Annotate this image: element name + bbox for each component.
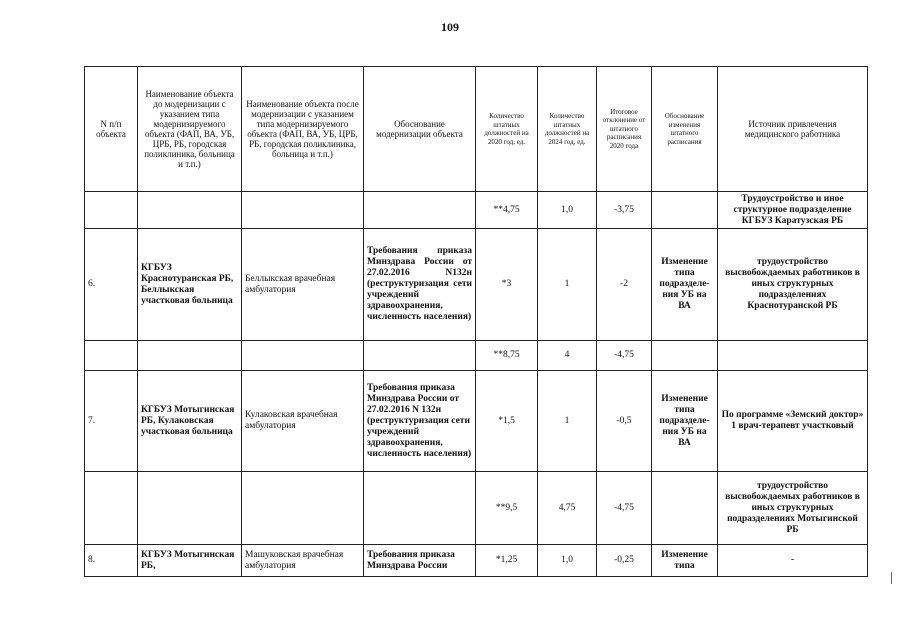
cell-change <box>652 192 718 229</box>
cell-after: Машуковская врачебная амбулатория <box>242 545 364 577</box>
cell-deviation: -0,5 <box>597 371 652 472</box>
page-number: 109 <box>441 20 459 34</box>
cell-staff-2020: *1,5 <box>476 371 538 472</box>
cell-source <box>718 341 868 371</box>
cell-staff-2024: 1 <box>538 371 597 472</box>
cell-deviation: -3,75 <box>597 192 652 229</box>
modernization-table <box>84 66 868 577</box>
cell-staff-2024: 4,75 <box>538 472 597 545</box>
cell-change: Изменение типа подразделе-ния УБ на ВА <box>652 371 718 472</box>
cell-reason: Требования приказа Минздрава России от 27.02.2016 N132н (реструктуризация сети учреждений здравоохранения, численность населения) <box>364 229 476 341</box>
cell-before <box>138 192 242 229</box>
cell-source: - <box>718 545 868 577</box>
cell-staff-2020: **4,75 <box>476 192 538 229</box>
cell-staff-2020: **9,5 <box>476 472 538 545</box>
table-row <box>85 472 868 545</box>
cell-reason: Требования приказа Минздрава России от 27.02.2016 N 132н (реструктуризация сети учреждений здравоохранения, численность населения) <box>364 371 476 472</box>
cell-before: КГБУЗ Мотыгинская РБ, <box>138 545 242 577</box>
cell-num: 7. <box>85 371 138 472</box>
cell-before: КГБУЗ Краснотуранская РБ, Беллыкская участковая больница <box>138 229 242 341</box>
header-source: Источник привлечения медицинского работника <box>718 67 868 192</box>
cell-change: Изменение типа <box>652 545 718 577</box>
cell-change <box>652 472 718 545</box>
cell-reason <box>364 472 476 545</box>
header-row <box>85 67 868 192</box>
cell-reason <box>364 341 476 371</box>
cell-deviation: -2 <box>597 229 652 341</box>
cell-staff-2020: **8,75 <box>476 341 538 371</box>
header-reason: Обоснование модернизации объекта <box>364 67 476 192</box>
cell-source: Трудоустройство и иное структурное подразделение КГБУЗ Каратузская РБ <box>718 192 868 229</box>
cell-change <box>652 341 718 371</box>
cell-num <box>85 192 138 229</box>
cell-source: По программе «Земский доктор» 1 врач-терапевт участковый <box>718 371 868 472</box>
header-change-reason: Обоснование изменения штатного расписания <box>652 67 718 192</box>
cell-before: КГБУЗ Мотыгинская РБ, Кулаковская участковая больница <box>138 371 242 472</box>
cell-source: трудоустройство высвобождаемых работников в иных структурных подразделениях Краснотуранской РБ <box>718 229 868 341</box>
cell-before <box>138 472 242 545</box>
header-staff-2024: Количество штатных должностей на 2024 год, ед. <box>538 67 597 192</box>
cell-after <box>242 341 364 371</box>
cell-staff-2024: 1,0 <box>538 192 597 229</box>
header-num: N п/п объекта <box>85 67 138 192</box>
table-row <box>85 229 868 341</box>
cell-num <box>85 472 138 545</box>
table-row <box>85 341 868 371</box>
cell-num: 6. <box>85 229 138 341</box>
margin-mark <box>891 572 892 584</box>
header-after: Наименование объекта после модернизации с указанием типа модернизируемого объекта (ФАП, ВА, УБ, ЦРБ, РБ, городская поликлиника, больница и т.п.) <box>242 67 364 192</box>
cell-before <box>138 341 242 371</box>
cell-deviation: -0,25 <box>597 545 652 577</box>
cell-after: Кулаковская врачебная амбулатория <box>242 371 364 472</box>
cell-after <box>242 192 364 229</box>
table-row <box>85 545 868 577</box>
cell-after: Беллыкская врачебная амбулатория <box>242 229 364 341</box>
cell-deviation: -4,75 <box>597 341 652 371</box>
table-row <box>85 371 868 472</box>
cell-reason: Требования приказа Минздрава России <box>364 545 476 577</box>
header-before: Наименование объекта до модернизации с указанием типа модернизируемого объекта (ФАП, ВА, УБ, ЦРБ, РБ, городская поликлиника, больница и т.п.) <box>138 67 242 192</box>
cell-source: трудоустройство высвобождаемых работников в иных структурных подразделениях Мотыгинской РБ <box>718 472 868 545</box>
cell-deviation: -4,75 <box>597 472 652 545</box>
cell-staff-2024: 1 <box>538 229 597 341</box>
header-staff-2020: Количество штатных должностей на 2020 год, ед. <box>476 67 538 192</box>
cell-staff-2024: 1,0 <box>538 545 597 577</box>
cell-staff-2020: *1,25 <box>476 545 538 577</box>
cell-num: 8. <box>85 545 138 577</box>
cell-staff-2024: 4 <box>538 341 597 371</box>
cell-num <box>85 341 138 371</box>
header-deviation: Итоговое отклонение от штатного расписания 2020 года <box>597 67 652 192</box>
cell-reason <box>364 192 476 229</box>
cell-change: Изменение типа подразделе-ния УБ на ВА <box>652 229 718 341</box>
cell-after <box>242 472 364 545</box>
table-row <box>85 192 868 229</box>
cell-staff-2020: *3 <box>476 229 538 341</box>
